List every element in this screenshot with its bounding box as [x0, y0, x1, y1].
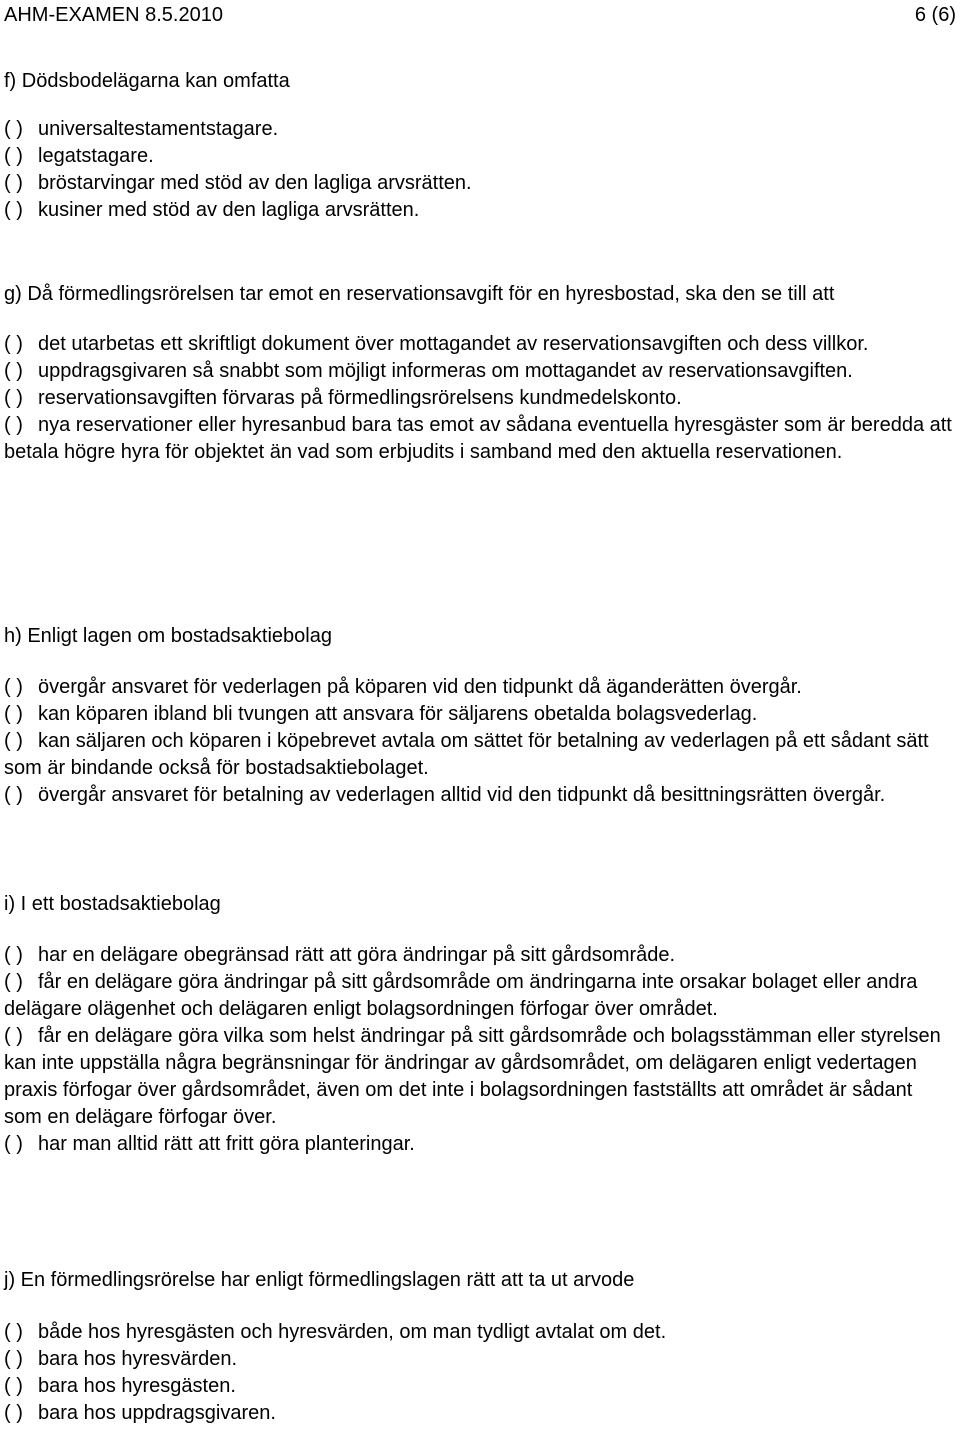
- checkbox[interactable]: ( ): [4, 1321, 23, 1343]
- option-item[interactable]: [4, 1131, 954, 1158]
- option-text: reservationsavgiften förvaras på förmedlingsrörelsens kundmedelskonto.: [38, 387, 682, 409]
- option-list: [4, 1319, 954, 1427]
- checkbox[interactable]: ( ): [4, 784, 23, 806]
- question-title: i) I ett bostadsaktiebolag: [4, 893, 221, 915]
- option-item[interactable]: [4, 385, 954, 412]
- option-list: [4, 116, 954, 224]
- option-text: har en delägare obegränsad rätt att göra ändringar på sitt gårdsområde.: [38, 944, 676, 966]
- option-text: kan köparen ibland bli tvungen att ansvara för säljarens obetalda bolagsvederlag.: [38, 703, 758, 725]
- checkbox[interactable]: ( ): [4, 145, 23, 167]
- option-item[interactable]: [4, 412, 954, 466]
- option-item[interactable]: [4, 331, 954, 358]
- checkbox[interactable]: ( ): [4, 1025, 23, 1047]
- checkbox[interactable]: ( ): [4, 414, 23, 436]
- exam-title: AHM-EXAMEN 8.5.2010: [4, 4, 223, 26]
- option-item[interactable]: [4, 1346, 954, 1373]
- page-header: [4, 2, 956, 29]
- checkbox[interactable]: ( ): [4, 676, 23, 698]
- checkbox[interactable]: ( ): [4, 971, 23, 993]
- option-list: [4, 942, 954, 1158]
- option-item[interactable]: [4, 969, 954, 1023]
- option-text: kusiner med stöd av den lagliga arvsrätten.: [38, 199, 420, 221]
- option-text: övergår ansvaret för betalning av vederlagen alltid vid den tidpunkt då besittningsrätten övergår.: [38, 784, 886, 806]
- question-h: [4, 623, 954, 809]
- option-item[interactable]: [4, 116, 954, 143]
- question-title: j) En förmedlingsrörelse har enligt förmedlingslagen rätt att ta ut arvode: [4, 1269, 635, 1291]
- checkbox[interactable]: ( ): [4, 118, 23, 140]
- option-text: övergår ansvaret för vederlagen på köparen vid den tidpunkt då äganderätten övergår.: [38, 676, 802, 698]
- option-item[interactable]: [4, 170, 954, 197]
- option-item[interactable]: [4, 1023, 954, 1131]
- checkbox[interactable]: ( ): [4, 333, 23, 355]
- option-text: bröstarvingar med stöd av den lagliga arvsrätten.: [38, 172, 472, 194]
- checkbox[interactable]: ( ): [4, 944, 23, 966]
- option-text: får en delägare göra vilka som helst ändringar på sitt gårdsområde och bolagsstämman eller styrelsen kan inte uppställa några begränsningar för ändringar av gårdsområdet, om delägaren enligt vedertagen praxis förfogar över gårdsområdet, även om det inte i bolagsordningen fastställts att området är sådant som en delägare förfogar över.: [4, 1025, 941, 1128]
- checkbox[interactable]: ( ): [4, 1375, 23, 1397]
- option-text: universaltestamentstagare.: [38, 118, 279, 140]
- option-text: får en delägare göra ändringar på sitt gårdsområde om ändringarna inte orsakar bolaget eller andra delägare olägenhet och delägaren enligt bolagsordningen förfogar över området.: [4, 971, 918, 1020]
- option-text: bara hos hyresgästen.: [38, 1375, 236, 1397]
- option-text: bara hos hyresvärden.: [38, 1348, 238, 1370]
- question-i: [4, 891, 954, 1158]
- option-list: [4, 331, 954, 466]
- checkbox[interactable]: ( ): [4, 387, 23, 409]
- checkbox[interactable]: ( ): [4, 360, 23, 382]
- option-text: kan säljaren och köparen i köpebrevet avtala om sättet för betalning av vederlagen på ett sådant sätt som är bindande också för bostadsaktiebolaget.: [4, 730, 929, 779]
- question-title: g) Då förmedlingsrörelsen tar emot en reservationsavgift för en hyresbostad, ska den se till att: [4, 283, 835, 305]
- checkbox[interactable]: ( ): [4, 730, 23, 752]
- option-text: bara hos uppdragsgivaren.: [38, 1402, 276, 1424]
- option-text: nya reservationer eller hyresanbud bara tas emot av sådana eventuella hyresgäster som är beredda att betala högre hyra för objektet än vad som erbjudits i samband med den aktuella reservationen.: [4, 414, 952, 463]
- option-item[interactable]: [4, 1373, 954, 1400]
- option-item[interactable]: [4, 197, 954, 224]
- option-item[interactable]: [4, 674, 954, 701]
- checkbox[interactable]: ( ): [4, 172, 23, 194]
- option-text: har man alltid rätt att fritt göra planteringar.: [38, 1133, 415, 1155]
- option-item[interactable]: [4, 1319, 954, 1346]
- option-list: [4, 674, 954, 809]
- option-item[interactable]: [4, 358, 954, 385]
- checkbox[interactable]: ( ): [4, 199, 23, 221]
- question-title: h) Enligt lagen om bostadsaktiebolag: [4, 625, 332, 647]
- checkbox[interactable]: ( ): [4, 1348, 23, 1370]
- question-f: [4, 68, 954, 224]
- checkbox[interactable]: ( ): [4, 1402, 23, 1424]
- option-text: både hos hyresgästen och hyresvärden, om man tydligt avtalat om det.: [38, 1321, 667, 1343]
- question-j: [4, 1267, 954, 1427]
- option-item[interactable]: [4, 143, 954, 170]
- option-text: uppdragsgivaren så snabbt som möjligt informeras om mottagandet av reservationsavgiften.: [38, 360, 853, 382]
- option-item[interactable]: [4, 1400, 954, 1427]
- option-text: legatstagare.: [38, 145, 154, 167]
- question-title: f) Dödsbodelägarna kan omfatta: [4, 70, 290, 92]
- option-item[interactable]: [4, 728, 954, 782]
- option-item[interactable]: [4, 942, 954, 969]
- checkbox[interactable]: ( ): [4, 703, 23, 725]
- page-number: 6 (6): [914, 4, 956, 26]
- question-g: [4, 281, 954, 466]
- option-item[interactable]: [4, 782, 954, 809]
- option-item[interactable]: [4, 701, 954, 728]
- option-text: det utarbetas ett skriftligt dokument över mottagandet av reservationsavgiften och dess villkor.: [38, 333, 869, 355]
- checkbox[interactable]: ( ): [4, 1133, 23, 1155]
